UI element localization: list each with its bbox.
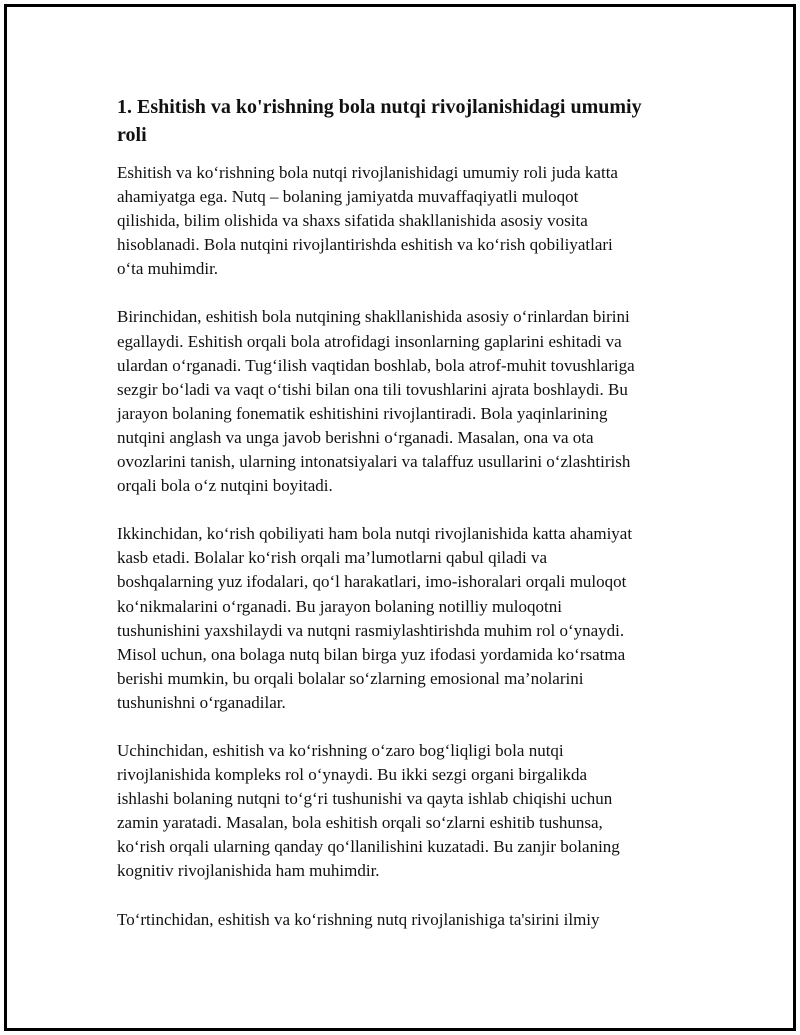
text-line: ishlashi bolaning nutqni to‘g‘ri tushunishi va qayta ishlab chiqishi uchun [117, 789, 613, 809]
text-line: tushunishini yaxshilaydi va nutqni rasmiylashtirishda muhim rol o‘ynaydi. [117, 620, 625, 640]
paragraph [117, 908, 737, 932]
text-line: boshqalarning yuz ifodalari, qo‘l harakatlari, imo-ishoralari orqali muloqot [117, 572, 627, 592]
paragraph [117, 305, 737, 498]
text-line: Eshitish va ko‘rishning bola nutqi rivojlanishidagi umumiy roli juda katta [117, 163, 618, 182]
text-line: ahamiyatga ega. Nutq – bolaning jamiyatda muvaffaqiyatli muloqot [117, 187, 579, 207]
text-line: egallaydi. Eshitish orqali bola atrofidagi insonlarning gaplarini eshitadi va [117, 331, 622, 351]
text-line: Birinchidan, eshitish bola nutqining shakllanishida asosiy o‘rinlardan birini [117, 307, 630, 327]
text-line: kasb etadi. Bolalar ko‘rish orqali ma’lumotlarni qabul qiladi va [117, 548, 548, 568]
text-line: hisoblanadi. Bola nutqini rivojlantirishda eshitish va ko‘rish qobiliyatlari [117, 235, 613, 255]
document-body [117, 93, 737, 956]
text-line: ovozlarini tanish, ularning intonatsiyalari va talaffuz usullarini o‘zlashtirish [117, 452, 631, 472]
text-line: Ikkinchidan, ko‘rish qobiliyati ham bola nutqi rivojlanishida katta ahamiyat [117, 524, 633, 544]
text-line: ko‘nikmalarini o‘rganadi. Bu jarayon bolaning notilliy muloqotni [117, 596, 562, 616]
text-line: berishi mumkin, bu orqali bolalar so‘zlarning emosional ma’nolarini [117, 668, 584, 688]
paragraph [117, 739, 737, 884]
text-line: tushunishni o‘rganadilar. [117, 692, 286, 712]
text-line: sezgir bo‘ladi va vaqt o‘tishi bilan ona tili tovushlarini ajrata boshlaydi. Bu [117, 379, 628, 399]
paragraph [117, 522, 737, 715]
text-line: qilishida, bilim olishida va shaxs sifatida shakllanishida asosiy vosita [117, 211, 588, 231]
text-line: ko‘rish orqali ularning qanday qo‘llanilishini kuzatadi. Bu zanjir bolaning [117, 837, 620, 857]
section-title-line: roli [117, 124, 147, 146]
text-line: nutqini anglash va unga javob berishni o‘rganadi. Masalan, ona va ota [117, 427, 594, 447]
text-line: To‘rtinchidan, eshitish va ko‘rishning nutq rivojlanishiga ta'sirini ilmiy [117, 909, 600, 929]
text-line: kognitiv rivojlanishida ham muhimdir. [117, 861, 380, 881]
text-line: Misol uchun, ona bolaga nutq bilan birga yuz ifodasi yordamida ko‘rsatma [117, 644, 626, 664]
text-line: o‘ta muhimdir. [117, 259, 219, 279]
section-title [117, 93, 737, 149]
text-line: rivojlanishida kompleks rol o‘ynaydi. Bu ikki sezgi organi birgalikda [117, 765, 588, 785]
text-line: ulardan o‘rganadi. Tug‘ilish vaqtidan boshlab, bola atrof-muhit tovushlariga [117, 355, 635, 375]
section-title-line: 1. Eshitish va ko'rishning bola nutqi rivojlanishidagi umumiy [117, 96, 642, 118]
text-line: Uchinchidan, eshitish va ko‘rishning o‘zaro bog‘liqligi bola nutqi [117, 740, 564, 760]
text-line: orqali bola o‘z nutqini boyitadi. [117, 476, 333, 496]
text-line: zamin yaratadi. Masalan, bola eshitish orqali so‘zlarni eshitib tushunsa, [117, 813, 603, 833]
paragraph [117, 161, 737, 281]
text-line: jarayon bolaning fonematik eshitishini rivojlantiradi. Bola yaqinlarining [117, 403, 608, 423]
